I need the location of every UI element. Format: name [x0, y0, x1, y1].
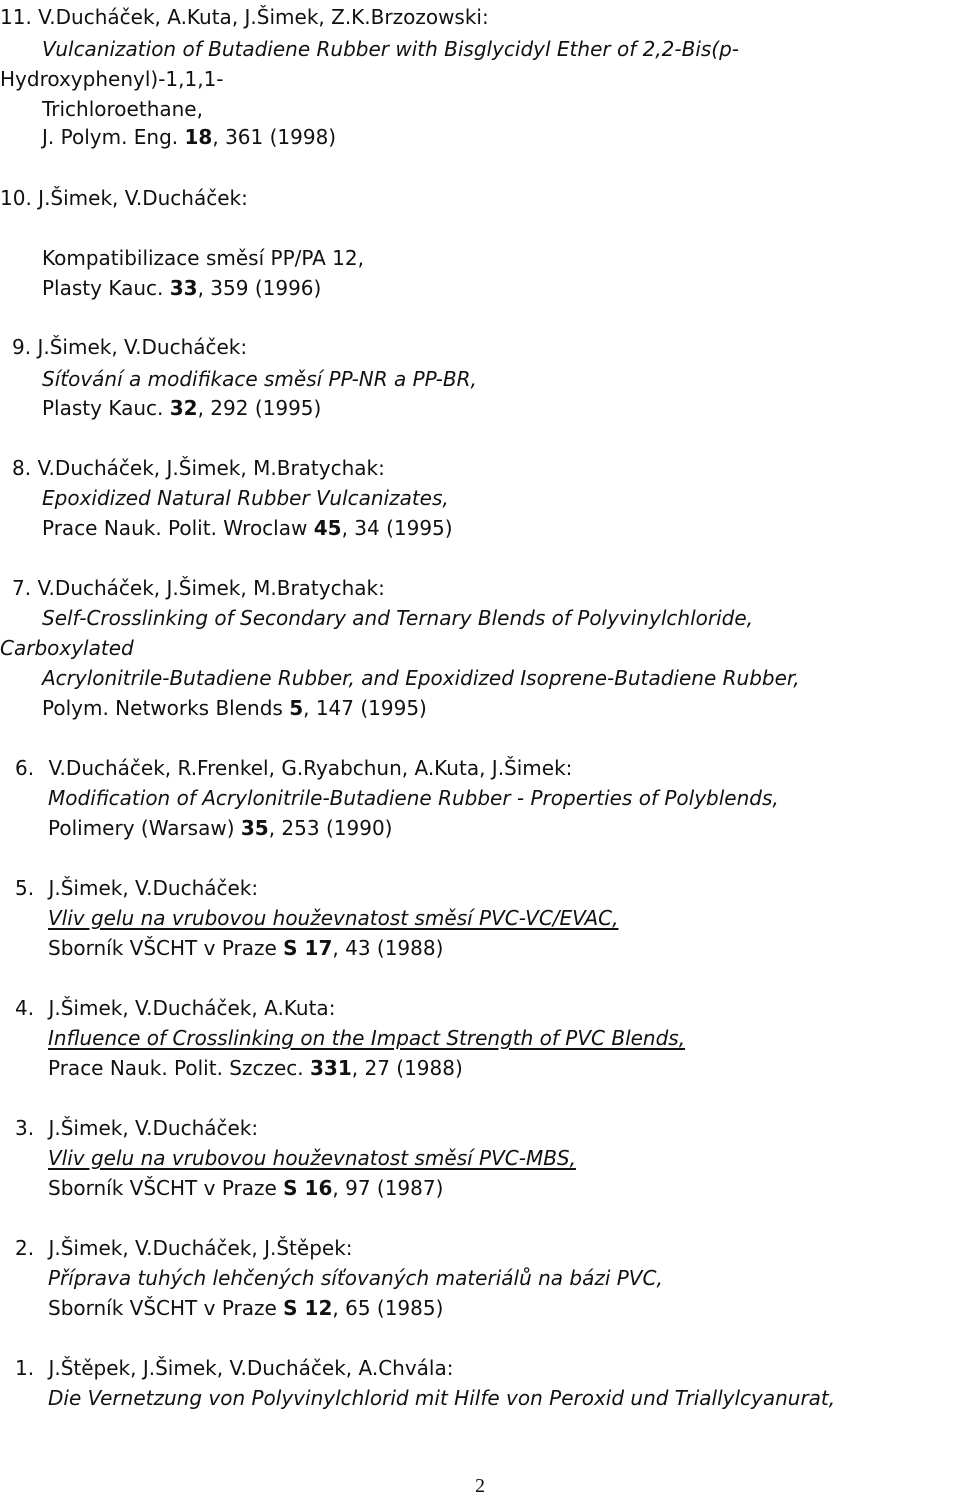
ref-4-authors: J.Šimek, V.Ducháček, A.Kuta:: [48, 996, 336, 1020]
ref-9-header: 9. J.Šimek, V.Ducháček:: [12, 335, 248, 359]
ref-5-source: Sborník VŠCHT v Praze S 17, 43 (1988): [48, 936, 444, 960]
ref-2-title: Příprava tuhých lehčených síťovaných materiálů na bázi PVC,: [48, 1266, 663, 1290]
ref-9-source: Plasty Kauc. 32, 292 (1995): [42, 396, 322, 420]
ref-1-title: Die Vernetzung von Polyvinylchlorid mit Hilfe von Peroxid und Triallylcyanurat,: [48, 1386, 836, 1410]
ref-11-authors: V.Ducháček, A.Kuta, J.Šimek, Z.K.Brzozowski:: [38, 5, 489, 29]
ref-2-authors: J.Šimek, V.Ducháček, J.Štěpek:: [48, 1236, 353, 1260]
ref-8-source: Prace Nauk. Polit. Wroclaw 45, 34 (1995): [42, 516, 453, 540]
ref-7-title-line-3: Acrylonitrile-Butadiene Rubber, and Epoxidized Isoprene-Butadiene Rubber,: [42, 666, 800, 690]
ref-10-source: Plasty Kauc. 33, 359 (1996): [42, 276, 322, 300]
ref-6-authors: V.Ducháček, R.Frenkel, G.Ryabchun, A.Kuta, J.Šimek:: [48, 756, 573, 780]
ref-11-header: 11. V.Ducháček, A.Kuta, J.Šimek, Z.K.Brzozowski:: [0, 5, 489, 29]
ref-8-authors: V.Ducháček, J.Šimek, M.Bratychak:: [37, 456, 385, 480]
ref-4-title: Influence of Crosslinking on the Impact Strength of PVC Blends,: [48, 1026, 686, 1050]
ref-5-authors: J.Šimek, V.Ducháček:: [48, 876, 259, 900]
ref-6-header: 6. V.Ducháček, R.Frenkel, G.Ryabchun, A.Kuta, J.Šimek:: [15, 756, 573, 780]
ref-2-header: 2. J.Šimek, V.Ducháček, J.Štěpek:: [15, 1236, 353, 1260]
ref-7-source: Polym. Networks Blends 5, 147 (1995): [42, 696, 427, 720]
ref-11-title-line-1: Vulcanization of Butadiene Rubber with Bisglycidyl Ether of 2,2-Bis(p-: [42, 37, 740, 61]
ref-3-authors: J.Šimek, V.Ducháček:: [48, 1116, 259, 1140]
ref-10-header: 10. J.Šimek, V.Ducháček:: [0, 186, 248, 210]
page-number: 2: [475, 1475, 485, 1497]
ref-11-source: J. Polym. Eng. 18, 361 (1998): [42, 125, 337, 149]
ref-4-source: Prace Nauk. Polit. Szczec. 331, 27 (1988): [48, 1056, 463, 1080]
ref-10-authors: J.Šimek, V.Ducháček:: [38, 186, 248, 210]
ref-6-title: Modification of Acrylonitrile-Butadiene Rubber - Properties of Polyblends,: [48, 786, 779, 810]
ref-9-authors: J.Šimek, V.Ducháček:: [37, 335, 248, 359]
ref-11-title-line-2: Hydroxyphenyl)-1,1,1-: [0, 67, 224, 91]
ref-7-header: 7. V.Ducháček, J.Šimek, M.Bratychak:: [12, 576, 385, 600]
ref-3-title: Vliv gelu na vrubovou houževnatost směsí PVC-MBS,: [48, 1146, 576, 1170]
ref-3-header: 3. J.Šimek, V.Ducháček:: [15, 1116, 259, 1140]
ref-6-source: Polimery (Warsaw) 35, 253 (1990): [48, 816, 393, 840]
ref-7-title-line-1: Self-Crosslinking of Secondary and Ternary Blends of Polyvinylchloride,: [42, 606, 754, 630]
ref-5-header: 5. J.Šimek, V.Ducháček:: [15, 876, 259, 900]
ref-7-authors: V.Ducháček, J.Šimek, M.Bratychak:: [37, 576, 385, 600]
ref-11-title-line-3: Trichloroethane,: [42, 97, 203, 121]
ref-4-header: 4. J.Šimek, V.Ducháček, A.Kuta:: [15, 996, 336, 1020]
ref-9-title: Síťování a modifikace směsí PP-NR a PP-BR,: [42, 367, 477, 391]
ref-2-source: Sborník VŠCHT v Praze S 12, 65 (1985): [48, 1296, 444, 1320]
ref-3-source: Sborník VŠCHT v Praze S 16, 97 (1987): [48, 1176, 444, 1200]
ref-1-authors: J.Štěpek, J.Šimek, V.Ducháček, A.Chvála:: [48, 1356, 454, 1380]
ref-1-header: 1. J.Štěpek, J.Šimek, V.Ducháček, A.Chvála:: [15, 1356, 454, 1380]
ref-7-title-line-2: Carboxylated: [0, 636, 134, 660]
ref-10-title: Kompatibilizace směsí PP/PA 12,: [42, 246, 364, 270]
ref-8-title: Epoxidized Natural Rubber Vulcanizates,: [42, 486, 449, 510]
ref-5-title: Vliv gelu na vrubovou houževnatost směsí PVC-VC/EVAC,: [48, 906, 619, 930]
ref-8-header: 8. V.Ducháček, J.Šimek, M.Bratychak:: [12, 456, 385, 480]
